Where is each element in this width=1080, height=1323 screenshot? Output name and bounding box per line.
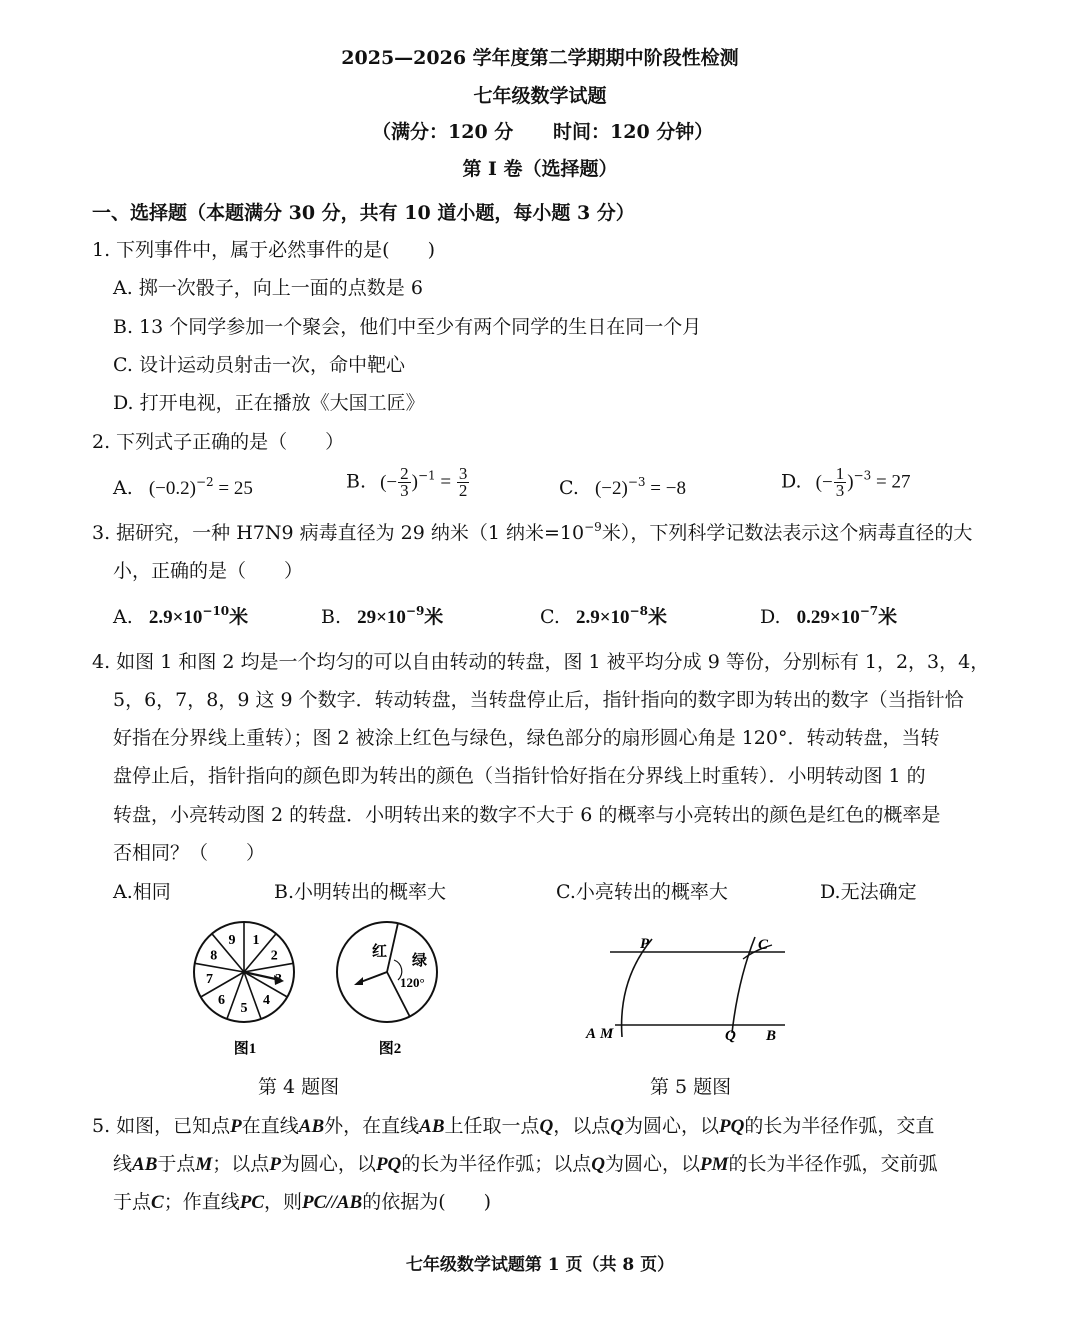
q5-line-2 xyxy=(113,1152,938,1177)
q1-option-b[interactable]: B. 13 个同学参加一个聚会，他们中至少有两个同学的生日在同一个月 xyxy=(113,316,702,338)
q5-math: P xyxy=(269,1154,281,1175)
q5-text: ，则 xyxy=(264,1191,303,1213)
q4-line: 盘停止后，指针指向的颜色即为转出的颜色（当指针恰好指在分界线上时重转）．小明转动图 1 的 xyxy=(113,765,926,787)
q2-stem: 2. 下列式子正确的是（ ） xyxy=(92,431,345,453)
q2-d-den: 3 xyxy=(835,481,845,500)
fig1-sector-number: 8 xyxy=(210,948,218,964)
q5-math: Q xyxy=(591,1154,606,1175)
q5-math: M xyxy=(195,1154,213,1175)
arc-from-q xyxy=(622,939,652,1037)
volume-title: 第 I 卷（选择题） xyxy=(462,158,618,180)
q2-b-rnum: 3 xyxy=(458,464,468,483)
q2-d-exp: −3 xyxy=(853,468,872,483)
q2-option-d[interactable]: D. (− $\frac{1}{3}$ )$^{-3}$ = 27 xyxy=(781,464,911,500)
q2-b-den: 3 xyxy=(400,481,409,500)
q5-math: AB xyxy=(298,1116,325,1137)
section-heading: 一、选择题（本题满分 30 分，共有 10 道小题，每小题 3 分） xyxy=(92,202,635,224)
fig1-sector-number: 1 xyxy=(252,933,260,949)
exam-time: 时间：120 分钟） xyxy=(553,121,714,143)
q5-math: PQ xyxy=(375,1154,402,1175)
label-c: C xyxy=(758,937,769,953)
q3-c-base: 2.9×10 xyxy=(575,607,630,628)
fig1-sector-number: 2 xyxy=(270,948,278,964)
q1-option-a[interactable]: A. 掷一次骰子，向上一面的点数是 6 xyxy=(113,277,423,299)
q2-c-rhs: = −8 xyxy=(645,478,686,499)
q5-text: 于点 xyxy=(113,1191,152,1213)
q2-c-exp: −3 xyxy=(627,475,646,489)
q5-math: Q xyxy=(539,1116,554,1137)
page-footer: 七年级数学试题第 1 页（共 8 页） xyxy=(405,1255,675,1275)
fig1-sector-number: 7 xyxy=(206,972,214,988)
q2-c-label: C. xyxy=(559,477,579,499)
figure-q5 xyxy=(580,925,800,1050)
q5-math: AB xyxy=(419,1116,445,1137)
q2-b-open: (− xyxy=(380,471,398,493)
q2-d-num: 1 xyxy=(835,464,845,483)
q1-option-c[interactable]: C. 设计运动员射击一次，命中靶心 xyxy=(113,354,405,376)
q5-math: AB xyxy=(132,1154,158,1175)
q5-math: P xyxy=(230,1116,242,1137)
q3-d-label: D. xyxy=(760,606,781,628)
q3-c-unit: 米 xyxy=(647,606,667,628)
q3-b-label: B. xyxy=(321,606,342,628)
q3-a-base: 2.9×10 xyxy=(148,607,203,628)
q4-option-c[interactable]: C.小亮转出的概率大 xyxy=(556,881,728,903)
q5-math: Q xyxy=(610,1116,625,1137)
q3-stem-tail: 米），下列科学记数法表示这个病毒直径的大 xyxy=(601,522,973,544)
q5-math: PQ xyxy=(719,1116,745,1137)
q2-a-rhs: = 25 xyxy=(213,478,253,499)
q5-text: ；作直线 xyxy=(163,1191,240,1213)
q1-stem: 1. 下列事件中，属于必然事件的是( ) xyxy=(92,239,435,261)
figure-1-spinner xyxy=(185,920,305,1060)
fig2-caption: 图2 xyxy=(378,1041,402,1057)
q4-line: 转盘，小亮转动图 2 的转盘．小明转出来的数字不大于 6 的概率与小亮转出的颜色是红色的概率是 xyxy=(113,804,941,826)
q3-option-b[interactable] xyxy=(321,605,443,630)
fig1-sector-divider xyxy=(195,963,244,972)
q3-option-d[interactable] xyxy=(760,605,897,630)
label-q: Q xyxy=(725,1028,736,1044)
q5-text: 5. 如图，已知点 xyxy=(92,1115,231,1137)
q3-a-unit: 米 xyxy=(229,606,249,628)
fig2-red-label: 红 xyxy=(372,944,388,960)
q2-d-open: (− xyxy=(815,471,833,493)
q4-line: 否相同？（ ） xyxy=(113,842,266,864)
q2-b-label: B. xyxy=(346,470,367,493)
q1-option-d[interactable]: D. 打开电视，正在播放《大国工匠》 xyxy=(113,392,425,414)
q2-c-expr: (−2) xyxy=(594,478,628,499)
q3-b-base: 29×10 xyxy=(357,607,406,628)
q3-b-unit: 米 xyxy=(424,606,444,628)
fig1-sector-divider xyxy=(244,963,293,972)
q2-b-eq: = xyxy=(435,471,456,493)
q2-option-b[interactable]: B. (− $\frac{2}{3}$ )$^{-1}$ = $\frac{3}{2}$ xyxy=(346,464,468,500)
fig1-sector-number: 5 xyxy=(240,1001,248,1016)
label-a: A xyxy=(586,1026,597,1042)
q3-a-exp: −10 xyxy=(202,604,230,618)
q4-option-b[interactable]: B.小明转出的概率大 xyxy=(274,881,447,903)
q3-stem-text: 3. 据研究，一种 H7N9 病毒直径为 29 纳米（1 纳米=10 xyxy=(92,522,585,544)
q4-option-a[interactable]: A.相同 xyxy=(113,881,171,903)
q3-d-unit: 米 xyxy=(878,606,898,628)
label-b: B xyxy=(766,1028,777,1044)
fig2-angle-label: 120° xyxy=(400,975,425,990)
q4-figure-caption: 第 4 题图 xyxy=(258,1076,340,1098)
q5-text: 在直线 xyxy=(241,1115,299,1137)
q5-text: 上任取一点 xyxy=(444,1115,540,1137)
exam-title: 2025—2026 学年度第二学期期中阶段性检测 xyxy=(341,47,739,69)
q5-text: 为圆心，以 xyxy=(605,1153,701,1175)
q4-option-d[interactable]: D.无法确定 xyxy=(820,881,917,903)
q2-a-label: A. xyxy=(113,477,133,499)
q2-d-frac xyxy=(834,466,847,499)
q3-option-a[interactable] xyxy=(113,605,248,630)
fig2-boundary xyxy=(387,923,398,972)
q3-stem-exp: −9 xyxy=(584,520,602,534)
q3-d-exp: −7 xyxy=(859,604,879,618)
q3-stem-line1 xyxy=(92,521,972,545)
q5-text: 线 xyxy=(113,1153,133,1175)
q3-b-exp: −9 xyxy=(405,604,425,618)
q4-line: 好指在分界线上重转）；图 2 被涂上红色与绿色，绿色部分的扇形圆心角是 120°．转动转盘，当转 xyxy=(113,727,940,749)
q5-text: 为圆心，以 xyxy=(280,1153,376,1175)
q2-a-exp: −2 xyxy=(195,475,214,489)
q2-b-rden: 2 xyxy=(458,481,468,500)
q2-option-a[interactable] xyxy=(113,476,253,501)
q5-text: ，以点 xyxy=(553,1115,611,1137)
q3-a-label: A. xyxy=(113,606,133,628)
fig1-caption: 图1 xyxy=(233,1041,257,1057)
fig1-sector-number: 4 xyxy=(263,992,270,1008)
q5-text: 外，在直线 xyxy=(324,1115,420,1137)
q2-a-expr: (−0.2) xyxy=(148,478,196,499)
q5-text: 的长为半径作弧，交直 xyxy=(744,1115,935,1137)
fig1-sector-number: 9 xyxy=(228,933,236,949)
q3-c-label: C. xyxy=(540,606,560,628)
q4-line: 5，6，7，8，9 这 9 个数字．转动转盘，当转盘停止后，指针指向的数字即为转出的数字（当指针恰 xyxy=(113,689,964,711)
q2-b-result xyxy=(457,466,470,499)
q5-text: 的长为半径作弧，交前弧 xyxy=(728,1153,938,1175)
q5-text: ；以点 xyxy=(212,1153,270,1175)
q5-text: 的依据为( ) xyxy=(362,1191,492,1213)
q2-b-frac xyxy=(398,466,411,499)
q2-d-label: D. xyxy=(781,470,802,493)
label-m: M xyxy=(600,1026,614,1042)
q2-b-num: 2 xyxy=(400,464,409,483)
q4-line: 4. 如图 1 和图 2 均是一个均匀的可以自由转动的转盘，图 1 被平均分成 9 等份，分别标有 1，2，3，4， xyxy=(92,651,990,673)
q3-d-base: 0.29×10 xyxy=(796,607,860,628)
q5-text: 为圆心，以 xyxy=(624,1115,720,1137)
q5-math: C xyxy=(151,1192,164,1213)
full-score: （满分：120 分 xyxy=(372,121,514,143)
fig2-pointer-head xyxy=(354,977,363,985)
q3-stem-line2: 小，正确的是（ ） xyxy=(113,560,304,582)
label-p: P xyxy=(640,936,650,952)
q2-option-c[interactable] xyxy=(559,476,686,501)
q3-c-exp: −8 xyxy=(629,604,648,618)
q5-math: PC xyxy=(239,1192,264,1213)
fig2-green-label: 绿 xyxy=(412,953,428,969)
q2-d-rhs: = 27 xyxy=(871,471,911,493)
q5-text: 于点 xyxy=(157,1153,196,1175)
q2-b-exp: −1 xyxy=(417,468,436,483)
figure-2-spinner xyxy=(330,920,450,1060)
q5-figure-caption: 第 5 题图 xyxy=(650,1076,732,1098)
q5-math: PC//AB xyxy=(302,1192,363,1213)
q5-math: PM xyxy=(700,1154,729,1175)
q3-option-c[interactable] xyxy=(540,605,667,630)
q5-line-3 xyxy=(113,1190,491,1215)
fig1-sector-number: 6 xyxy=(218,992,225,1008)
q5-text: 的长为半径作弧；以点 xyxy=(401,1153,592,1175)
exam-subtitle: 七年级数学试题 xyxy=(473,85,607,107)
q5-line-1 xyxy=(92,1114,934,1139)
